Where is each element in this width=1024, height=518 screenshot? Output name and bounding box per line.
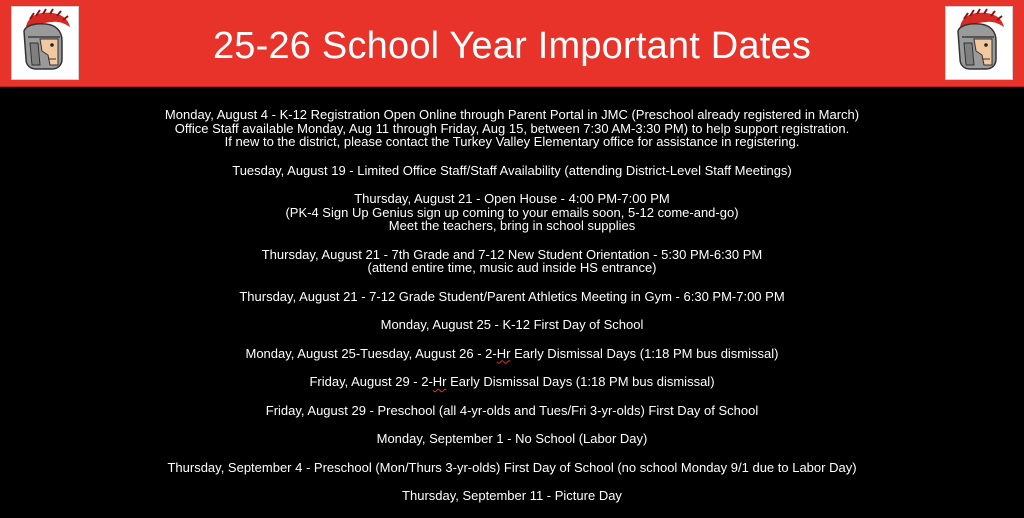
date-entry-open-house (0, 192, 1024, 233)
entry-line: Monday, August 25-Tuesday, August 26 - 2-Hr Early Dismissal Days (1:18 PM bus dismissal) (245, 345, 779, 361)
entry-line: Monday, September 1 - No School (Labor Day) (376, 431, 648, 446)
date-entry-registration (0, 108, 1024, 149)
entry-line: (attend entire time, music aud inside HS entrance) (367, 260, 657, 275)
entry-line: (PK-4 Sign Up Genius sign up coming to your emails soon, 5-12 come-and-go) (285, 204, 739, 220)
date-entry-preschool-mon-thurs (0, 461, 1024, 475)
date-entry-labor-day (0, 432, 1024, 446)
entry-line: Friday, August 29 - Preschool (all 4-yr-olds and Tues/Fri 3-yr-olds) First Day of School (265, 402, 759, 418)
entry-line: Friday, August 29 - 2-Hr Early Dismissal Days (1:18 PM bus dismissal) (309, 374, 715, 389)
date-entry-picture-day (0, 489, 1024, 503)
header-bar (0, 0, 1024, 87)
spellcheck-squiggle: Hr (432, 374, 447, 389)
entry-line: Thursday, September 4 - Preschool (Mon/Thurs 3-yr-olds) First Day of School (no school Monday 9/1 due to Labor Day) (167, 459, 857, 475)
entry-line: Thursday, August 21 - Open House - 4:00 PM-7:00 PM (354, 191, 670, 206)
date-entry-athletics-meeting (0, 290, 1024, 304)
date-entry-limited-office (0, 164, 1024, 178)
date-entry-preschool-first-day (0, 404, 1024, 418)
entry-line: Thursday, August 21 - 7th Grade and 7-12 New Student Orientation - 5:30 PM-6:30 PM (261, 246, 763, 262)
entry-line: Tuesday, August 19 - Limited Office Staff/Staff Availability (attending District-Level Staff Meetings) (232, 162, 792, 178)
entry-line: Thursday, September 11 - Picture Day (402, 488, 622, 503)
date-entry-early-dismissal-2 (0, 375, 1024, 389)
entry-line: Thursday, August 21 - 7-12 Grade Student/Parent Athletics Meeting in Gym - 6:30 PM-7:00 PM (239, 288, 785, 304)
dates-list (0, 108, 1024, 518)
page-title: 25-26 School Year Important Dates (212, 25, 812, 67)
entry-line: Office Staff available Monday, Aug 11 through Friday, Aug 15, between 7:30 AM-3:30 PM) to help support registration. (174, 120, 850, 136)
spartan-helmet-icon (946, 7, 1012, 79)
date-entry-first-day (0, 318, 1024, 332)
entry-line: Meet the teachers, bring in school supplies (388, 218, 636, 233)
spartan-helmet-logo-right (945, 6, 1013, 80)
entry-line: Monday, August 25 - K-12 First Day of School (380, 317, 644, 332)
entry-line: Monday, August 4 - K-12 Registration Open Online through Parent Portal in JMC (Preschool already registered in March) (164, 107, 860, 122)
date-entry-orientation (0, 248, 1024, 275)
entry-line: If new to the district, please contact the Turkey Valley Elementary office for assistance in registering. (224, 134, 800, 149)
spellcheck-squiggle: Hr (496, 345, 511, 361)
date-entry-early-dismissal-1 (0, 347, 1024, 361)
